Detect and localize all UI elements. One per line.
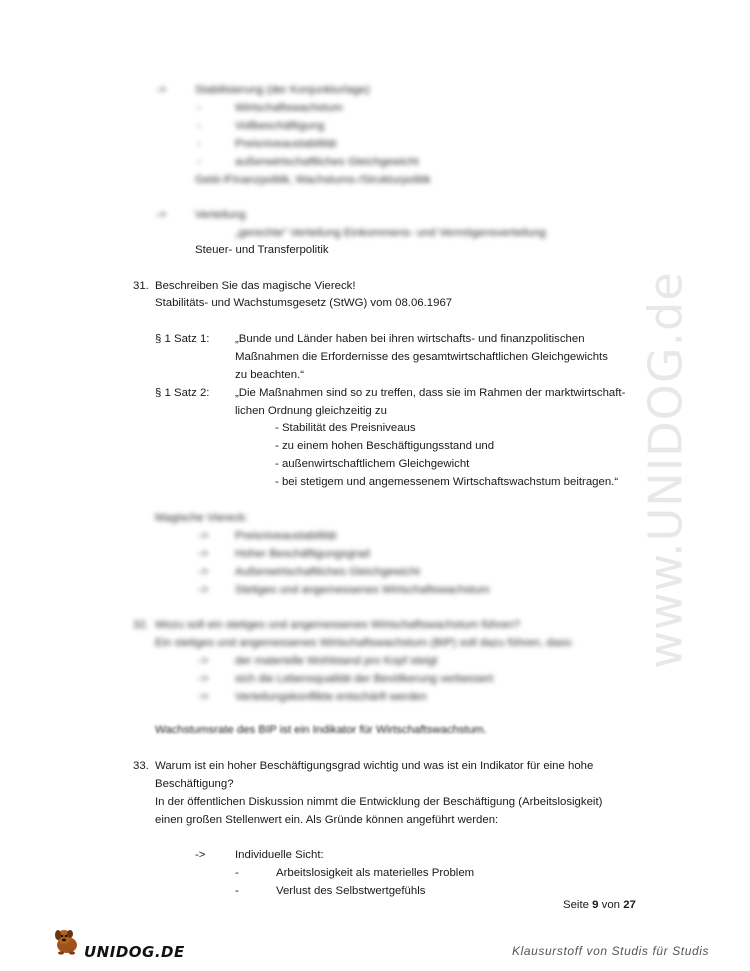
question-text: Warum ist ein hoher Beschäftigungsgrad wichtig und was ist ein Indikator für eine hohe <box>155 760 594 772</box>
law-reference: Stabilitäts- und Wachstumsgesetz (StWG) vom 08.06.1967 <box>155 297 453 309</box>
dash: - <box>197 102 201 114</box>
paragraph-label: § 1 Satz 1: <box>155 333 210 345</box>
watermark-text: www.UNIDOG.de <box>639 271 693 669</box>
question-text: Beschäftigung? <box>155 778 234 790</box>
policy-text: Geld-/Finanzpolitik, Wachstums-/Strukturpolitik <box>195 174 431 186</box>
list-item: - bei stetigem und angemessenem Wirtschaftswachstum beitragen.“ <box>275 476 619 488</box>
section-heading: Verteilung <box>195 209 246 221</box>
quote-line: „Die Maßnahmen sind so zu treffen, dass sie im Rahmen der marktwirtschaft- <box>235 387 626 399</box>
arrow: -> <box>198 655 209 667</box>
dog-icon <box>52 926 82 961</box>
arrow: -> <box>195 849 206 861</box>
quote-line: zu beachten.“ <box>235 369 305 381</box>
dash: - <box>197 156 201 168</box>
list-item: - Stabilität des Preisniveaus <box>275 422 416 434</box>
list-item: Außenwirtschaftliches Gleichgewicht <box>235 566 420 578</box>
section-heading: Stabilisierung (der Konjunkturlage) <box>195 84 370 96</box>
answer-text: einen großen Stellenwert ein. Als Gründe können angeführt werden: <box>155 814 499 826</box>
list-item: Stetiges und angemessenes Wirtschaftswachstum <box>235 584 490 596</box>
paragraph-label: § 1 Satz 2: <box>155 387 210 399</box>
unidog-logo[interactable] <box>52 926 185 961</box>
arrow: -> <box>198 548 209 560</box>
answer-text: In der öffentlichen Diskussion nimmt die Entwicklung der Beschäftigung (Arbeitslosigkeit) <box>155 796 603 808</box>
list-item: „gerechte“ Verteilung Einkommens- und Vermögensverteilung <box>235 227 546 239</box>
arrow: -> <box>156 209 167 221</box>
dash: - <box>197 120 201 132</box>
list-item: Preisniveaustabilität <box>235 138 337 150</box>
page-prefix: Seite <box>563 899 589 911</box>
question-text: Wozu soll ein stetiges und angemessenes Wirtschaftswachstum führen? <box>155 619 521 631</box>
arrow: -> <box>198 584 209 596</box>
list-item: der materielle Wohlstand pro Kopf steigt <box>235 655 438 667</box>
arrow: -> <box>156 84 167 96</box>
question-number: 31. <box>133 280 149 292</box>
page-current: 9 <box>592 899 599 911</box>
list-item: Verteilungskonflikte entschärft werden <box>235 691 427 703</box>
list-item: außenwirtschaftliches Gleichgewicht <box>235 156 419 168</box>
quote-line: Maßnahmen die Erfordernisse des gesamtwirtschaftlichen Gleichgewichts <box>235 351 608 363</box>
question-text: Beschreiben Sie das magische Viereck! <box>155 280 356 292</box>
arrow: -> <box>198 530 209 542</box>
list-item: Arbeitslosigkeit als materielles Problem <box>276 867 475 879</box>
watermark <box>616 250 716 690</box>
dash: - <box>235 885 239 897</box>
quote-line: „Bunde und Länder haben bei ihren wirtschafts- und finanzpolitischen <box>235 333 585 345</box>
list-item: - außenwirtschaftlichem Gleichgewicht <box>275 458 470 470</box>
question-number: 32. <box>133 619 149 631</box>
list-item: Vollbeschäftigung <box>235 120 325 132</box>
arrow: -> <box>198 673 209 685</box>
arrow: -> <box>198 691 209 703</box>
page-number <box>563 899 636 911</box>
list-item: Verlust des Selbstwertgefühls <box>276 885 426 897</box>
sub-heading: Individuelle Sicht: <box>235 849 324 861</box>
logo-text: UNIDOG.DE <box>84 943 185 961</box>
dash: - <box>235 867 239 879</box>
arrow: -> <box>198 566 209 578</box>
quote-line: lichen Ordnung gleichzeitig zu <box>235 405 387 417</box>
dash: - <box>197 138 201 150</box>
intro-text: Ein stetiges und angemessenes Wirtschaftswachstum (BIP) soll dazu führen, dass: <box>155 637 574 649</box>
list-item: Wirtschaftswachstum <box>235 102 343 114</box>
list-item: Hoher Beschäftigungsgrad <box>235 548 370 560</box>
policy-text: Steuer- und Transferpolitik <box>195 244 329 256</box>
list-item: sich die Lebensqualität der Bevölkerung verbessert <box>235 673 494 685</box>
list-item: - zu einem hohen Beschäftigungsstand und <box>275 440 495 452</box>
section-heading: Magische Viereck: <box>155 512 248 524</box>
indicator-text: Wachstumsrate des BIP ist ein Indikator für Wirtschaftswachstum. <box>155 724 487 736</box>
page-total: 27 <box>623 899 636 911</box>
list-item: Preisniveaustabilität <box>235 530 337 542</box>
footer-tagline: Klausurstoff von Studis für Studis <box>512 944 710 958</box>
question-number: 33. <box>133 760 149 772</box>
page-mid: von <box>601 899 621 911</box>
